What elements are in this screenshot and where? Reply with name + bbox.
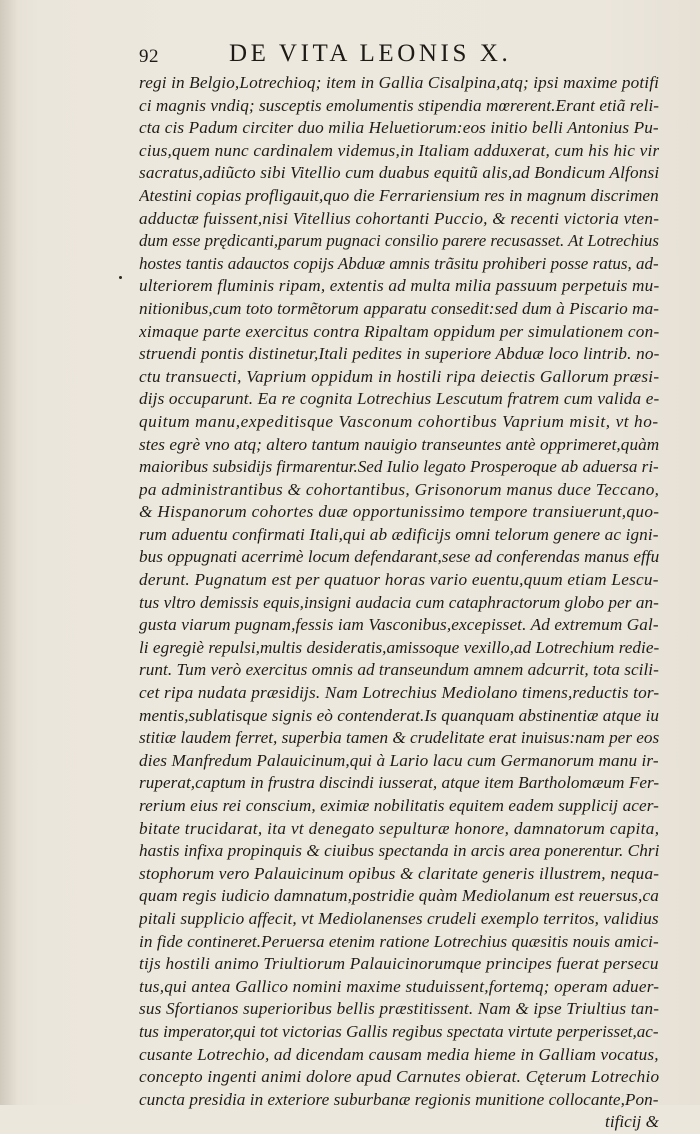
text-line: li egregiè repulsi,multis desideratis,amissoque vexillo,ad Lotrechium redie- (139, 637, 659, 657)
gutter-shadow (0, 0, 18, 1105)
text-line: pitali supplicio affecit, vt Mediolanenses crudeli exemplo territos, validius (139, 908, 659, 928)
text-line: ximaque parte exercitus contra Ripaltam oppidum per simulationem con- (139, 321, 659, 341)
text-line: cta cis Padum circiter duo milia Heluetiorum:eos initio belli Antonius Pu- (139, 118, 659, 138)
text-line: rum aduentu confirmati Itali,qui ab ædificijs omni telorum genere ac igni- (139, 524, 659, 544)
text-line: mentis,sublatisque signis eò contenderat.Is quanquam abstinentiæ atque iu (139, 705, 659, 725)
text-line: ctu transuecti, Vaprium oppidum in hostili ripa deiectis Gallorum præsi- (139, 366, 659, 386)
text-line: stitiæ laudem ferret, superbia tamen & crudelitate erat inuisus:nam per eos (139, 728, 659, 748)
text-line: sacratus,adiũcto sibi Vitellio cum duabus equitũ alis,ad Bondicum Alfonsi (139, 163, 659, 183)
text-line: in fide contineret.Peruersa etenim ratione Lotrechius quæsitis nouis amici- (139, 931, 659, 951)
text-line: tificij & (605, 1112, 659, 1132)
text-line: ci magnis vndiq; susceptis emolumentis stipendia mœrerent.Erant etiã reli- (139, 95, 659, 115)
text-line: dum esse prędicanti,parum pugnaci consilio parere recusasset. At Lotrechius (139, 231, 659, 251)
text-line: hastis infixa propinquis & ciuibus spectanda in arcis area ponerentur. Chri (139, 841, 659, 861)
text-line: tus vltro demissis equis,insigni audacia cum cataphractorum globo per an- (139, 592, 659, 612)
running-title: DE VITA LEONIS X. (229, 40, 512, 67)
text-line: pa administrantibus & cohortantibus, Grisonorum manus duce Teccano, (139, 479, 659, 499)
text-line: gusta viarum pugnam,fessis iam Vasconibus,excepisset. Ad extremum Gal- (139, 615, 659, 635)
text-line: rerium eius rei conscium, eximiæ nobilitatis equitem eadem supplicij acer- (139, 796, 659, 815)
text-line: quam regis iudicio damnatum,postridie quàm Mediolanum est reuersus,ca (139, 886, 659, 906)
page-number: 92 (139, 46, 159, 67)
text-line: cuncta presidia in exteriore suburbanæ regionis munitione collocante,Pon- (139, 1089, 659, 1109)
text-line: sus Sfortianos superioribus bellis præstitissent. Nam & ipse Triultius tan- (139, 999, 659, 1019)
text-line: runt. Tum verò exercitus omnis ad transeundum amnem adcurrit, tota scili- (139, 660, 659, 680)
body-text (139, 72, 659, 1134)
text-line: bus oppugnati acerrimè locum defendarant,sese ad conferendas manus effu (139, 547, 659, 567)
text-line: maioribus subsidijs firmarentur.Sed Iulio legato Prosperoque ab aduersa ri- (139, 457, 659, 477)
text-line: concepto ingenti animi dolore apud Carnutes obierat. Cęterum Lotrechio (139, 1067, 659, 1087)
text-line: dijs occuparunt. Ea re cognita Lotrechius Lescutum fratrem cum valida e- (139, 389, 659, 409)
text-line: tus imperator,qui tot victorias Gallis regibus spectata virtute perperisset,ac- (139, 1021, 659, 1041)
text-line: & Hispanorum cohortes duæ opportunissimo tempore transiuerunt,quo- (139, 502, 659, 522)
text-line: cet ripa nudata præsidijs. Nam Lotrechius Mediolano timens,reductis tor- (139, 683, 659, 703)
text-line: struendi pontis distinetur,Itali pedites in superiore Abduæ loco lintrib. no- (139, 344, 659, 364)
text-line: nitionibus,cum toto tormẽtorum apparatu consedit:sed dum à Piscario ma- (139, 298, 659, 318)
text-line: dies Manfredum Palauicinum,qui à Lario lacu cum Germanorum manu ir- (139, 750, 659, 770)
text-line: derunt. Pugnatum est per quatuor horas vario euentu,quum etiam Lescu- (139, 570, 659, 590)
text-line: quitum manu,expeditisque Vasconum cohortibus Vaprium misit, vt ho- (139, 411, 659, 431)
text-line: adductæ fuissent,nisi Vitellius cohortanti Puccio, & recenti victoria vten- (139, 208, 659, 228)
text-line: cusante Lotrechio, ad dicendam causam media hieme in Galliam vocatus, (139, 1044, 659, 1064)
text-line: bitate trucidarat, ita vt denegato sepulturæ honore, damnatorum capita, (139, 818, 659, 838)
text-line: hostes tantis adauctos copijs Abduæ amnis trãsitu prohiberi posse ratus, ad- (139, 253, 659, 273)
text-line: ulteriorem fluminis ripam, extentis ad multa milia passuum perpetuis mu- (139, 276, 659, 296)
text-line: ruperat,captum in frustra discindi iusserat, atque item Bartholomæum Fer- (139, 773, 659, 793)
text-line: regi in Belgio,Lotrechioq; item in Gallia Cisalpina,atq; ipsi maxime potifi (139, 73, 659, 92)
text-line: Atestini copias profligauit,quo die Ferrariensium res in magnum discrimen (139, 185, 659, 205)
margin-mark (119, 276, 122, 279)
text-line: stophorum vero Palauicinum opibus & claritate generis illustrem, nequa- (139, 863, 659, 883)
text-line: stes egrè vno atq; altero tantum nauigio transeuntes antè opprimeret,quàm (139, 434, 659, 454)
text-line: cius,quem nunc cardinalem videmus,in Italiam adduxerat, cum his hic vir (139, 140, 659, 160)
text-line: tijs hostili animo Triultiorum Palauicinorumque principes fuerat persecu (139, 954, 659, 974)
text-line: tus,qui antea Gallico nomini maxime studuissent,fortemq; operam aduer- (139, 976, 659, 996)
